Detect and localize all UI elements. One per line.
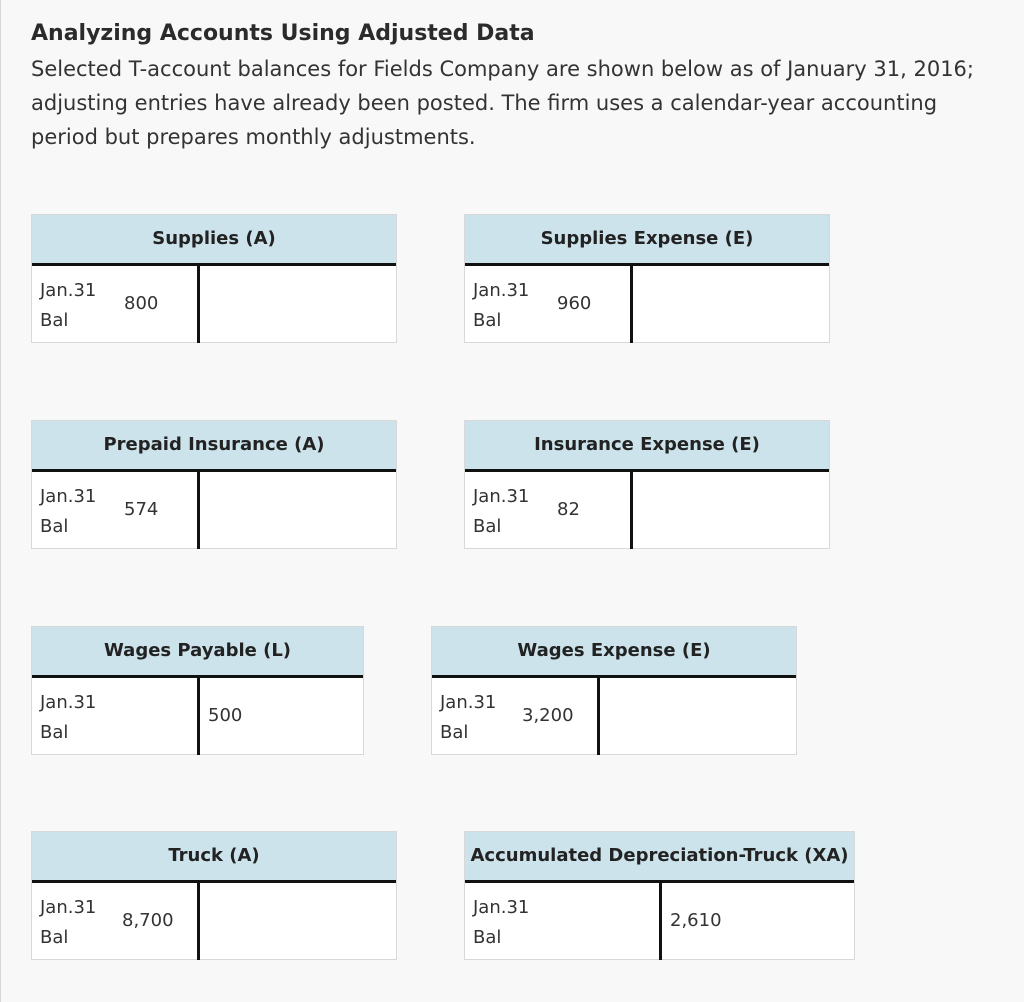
entry-label: Jan.31 Bal	[40, 897, 97, 948]
t-account-title: Insurance Expense (E)	[465, 421, 829, 472]
intro-section	[31, 18, 991, 154]
t-account-divider	[659, 880, 662, 960]
t-account-divider	[197, 469, 200, 549]
entry-label: Jan.31 Bal	[40, 692, 97, 743]
t-account-title: Accumulated Depreciation-Truck (XA)	[465, 832, 854, 883]
t-account-supplies-expense	[464, 214, 830, 343]
entry-label: Jan.31 Bal	[40, 280, 97, 331]
debit-amount: 3,200	[522, 705, 574, 726]
t-account-insurance-expense	[464, 420, 830, 549]
t-account-title: Wages Payable (L)	[32, 627, 363, 678]
t-account-divider	[197, 263, 200, 343]
t-account-title: Supplies (A)	[32, 215, 396, 266]
t-account-truck	[31, 831, 397, 960]
entry-label: Jan.31 Bal	[440, 692, 497, 743]
debit-amount: 574	[124, 499, 159, 520]
page-title: Analyzing Accounts Using Adjusted Data	[31, 21, 535, 46]
t-account-divider	[197, 675, 200, 755]
t-account-wages-expense	[431, 626, 797, 755]
page-description: Selected T-account balances for Fields Company are shown below as of January 31, 2016; adjusting entries have already been posted. The firm uses a calendar-year accounting period but prepares monthly adjustments.	[31, 57, 974, 149]
t-account-title: Wages Expense (E)	[432, 627, 796, 678]
credit-amount: 2,610	[670, 910, 722, 931]
credit-amount: 500	[208, 705, 243, 726]
t-account-accumulated-depreciation-truck	[464, 831, 855, 960]
t-account-divider	[197, 880, 200, 960]
t-account-supplies	[31, 214, 397, 343]
debit-amount: 960	[557, 293, 592, 314]
debit-amount: 8,700	[122, 910, 174, 931]
t-account-divider	[597, 675, 600, 755]
t-account-prepaid-insurance	[31, 420, 397, 549]
debit-amount: 800	[124, 293, 159, 314]
t-account-wages-payable	[31, 626, 364, 755]
t-account-divider	[630, 263, 633, 343]
entry-label: Jan.31 Bal	[473, 280, 530, 331]
entry-label: Jan.31 Bal	[40, 486, 97, 537]
t-account-title: Truck (A)	[32, 832, 396, 883]
entry-label: Jan.31 Bal	[473, 897, 530, 948]
debit-amount: 82	[557, 499, 580, 520]
t-account-divider	[630, 469, 633, 549]
t-account-title: Supplies Expense (E)	[465, 215, 829, 266]
t-account-title: Prepaid Insurance (A)	[32, 421, 396, 472]
page-left-border	[0, 0, 1, 1002]
entry-label: Jan.31 Bal	[473, 486, 530, 537]
